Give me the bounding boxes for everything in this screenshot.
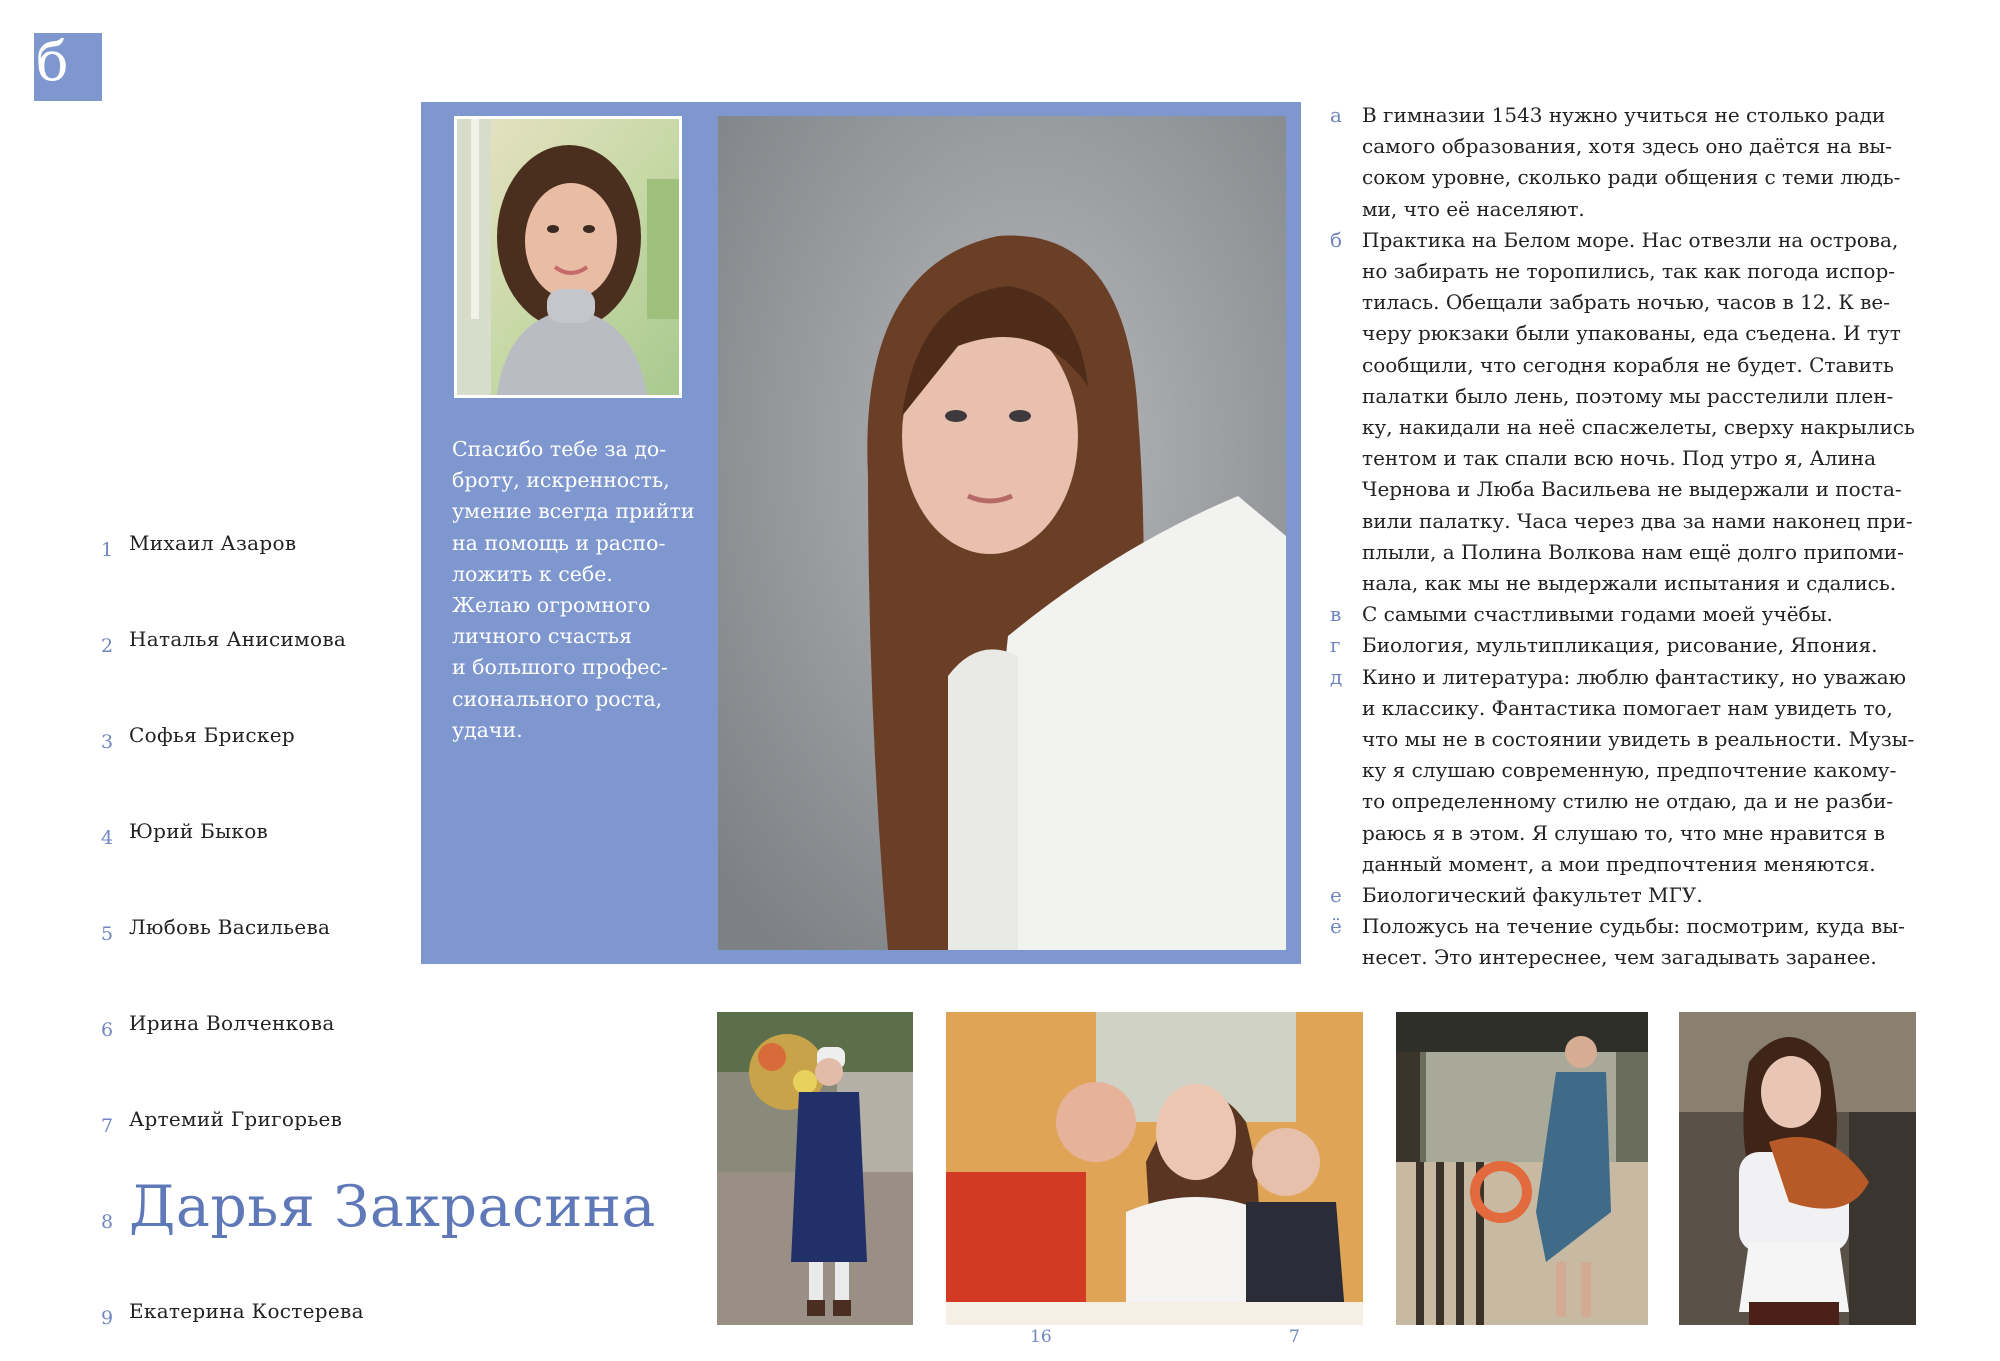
answer-line: Положусь на течение судьбы: посмотрим, куда вы-: [1362, 914, 1905, 939]
answer-item: [1330, 630, 1930, 661]
answer-line: Практика на Белом море. Нас отвезли на острова,: [1362, 227, 1899, 252]
photo-porch: [1396, 1012, 1648, 1325]
answer-letter: ё: [1330, 914, 1342, 939]
page-number-left: 16: [1030, 1327, 1052, 1347]
answer-line: В гимназии 1543 нужно учиться не столько ради: [1362, 103, 1886, 127]
answer-line: тилась. Обещали забрать ночью, часов в 12. К ве-: [1362, 290, 1891, 315]
answer-line: несет. Это интереснее, чем загадывать заранее.: [1362, 945, 1877, 970]
name-label: Ирина Волченкова: [129, 1011, 335, 1035]
answer-line: то определенному стилю не отдаю, да и не разби-: [1362, 789, 1894, 814]
answer-item: [1330, 662, 1930, 880]
answer-line: нала, как мы не выдержали испытания и сдались.: [1362, 571, 1897, 596]
name-number: 3: [101, 731, 114, 753]
answer-line: плыли, а Полина Волкова нам ещё долго припоми-: [1362, 539, 1904, 564]
page-number-right: 7: [1289, 1327, 1300, 1347]
name-label: Юрий Быков: [129, 819, 269, 843]
name-number: 7: [101, 1115, 114, 1137]
childhood-photo: [454, 116, 682, 398]
wish-line: броту, искренность,: [452, 468, 670, 493]
answer-line: черу рюкзаки были упакованы, еда съедена. И тут: [1362, 321, 1901, 346]
wish-line: Желаю огромного: [452, 593, 651, 618]
name-label: Артемий Григорьев: [129, 1107, 343, 1131]
answer-line: ку я слушаю современную, предпочтение какому-: [1362, 758, 1897, 783]
name-label: Наталья Анисимова: [129, 627, 347, 651]
answer-letter: а: [1330, 103, 1342, 127]
name-number: 9: [101, 1307, 114, 1329]
answer-line: Чернова и Люба Васильева не выдержали и поста-: [1362, 477, 1902, 502]
wish-line: на помощь и распо-: [452, 530, 666, 555]
name-label: Любовь Васильева: [129, 915, 331, 939]
answer-item: [1330, 599, 1930, 630]
answer-line: и классику. Фантастика помогает нам увидеть то,: [1362, 695, 1893, 720]
answer-line: вили палатку. Часа через два за нами наконец при-: [1362, 508, 1913, 533]
answer-item: [1330, 880, 1930, 911]
answer-line: Биология, мультипликация, рисование, Япония.: [1362, 633, 1878, 658]
name-number: 4: [101, 827, 114, 849]
answer-line: ми, что её населяют.: [1362, 196, 1585, 221]
answer-letter: б: [1330, 227, 1343, 252]
answer-item: [1330, 911, 1930, 973]
answer-line: соком уровне, сколько ради общения с теми людь-: [1362, 165, 1901, 190]
answer-line: Биологический факультет МГУ.: [1362, 883, 1703, 908]
answer-line: С самыми счастливыми годами моей учёбы.: [1362, 602, 1833, 627]
name-number: 8: [101, 1211, 114, 1233]
name-label-active: Дарья Закрасина: [129, 1174, 656, 1240]
answer-letter: в: [1330, 602, 1342, 627]
answers-list: [1330, 100, 1930, 974]
name-number: 5: [101, 923, 114, 945]
name-number: 1: [101, 539, 114, 561]
answer-letter: г: [1330, 633, 1341, 658]
photo-with-fox: [1679, 1012, 1916, 1325]
photo-classroom: [946, 1012, 1363, 1325]
wish-line: личного счастья: [452, 624, 633, 649]
name-label: Софья Брискер: [129, 723, 295, 747]
answer-line: раюсь я в этом. Я слушаю то, что мне нравится в: [1362, 820, 1885, 845]
photo-first-day-of-school: [717, 1012, 913, 1325]
answer-line: ку, накидали на неё спасжелеты, сверху накрылись: [1362, 415, 1915, 440]
answer-line: сообщили, что сегодня корабля не будет. Ставить: [1362, 352, 1894, 377]
answer-item: [1330, 225, 1930, 599]
wish-line: ложить к себе.: [452, 561, 613, 586]
answer-line: что мы не в состоянии увидеть в реальности. Музы-: [1362, 727, 1915, 752]
name-number: 2: [101, 635, 114, 657]
answer-line: тентом и так спали всю ночь. Под утро я, Алина: [1362, 446, 1877, 471]
answer-line: Кино и литература: люблю фантастику, но уважаю: [1362, 664, 1907, 689]
answer-item: [1330, 100, 1930, 225]
name-label: Екатерина Костерева: [129, 1299, 364, 1323]
portrait-photo: [718, 116, 1286, 950]
wish-line: Спасибо тебе за до-: [452, 437, 667, 461]
answer-letter: е: [1330, 883, 1342, 908]
answer-line: самого образования, хотя здесь оно даётся на вы-: [1362, 134, 1893, 159]
section-letter: б: [36, 33, 69, 93]
wish-text: [452, 434, 702, 746]
name-number: 6: [101, 1019, 114, 1041]
wish-line: сионального роста,: [452, 686, 663, 711]
wish-line: удачи.: [452, 717, 523, 742]
answer-line: но забирать не торопились, так как погода испор-: [1362, 259, 1896, 284]
wish-line: и большого профес-: [452, 655, 668, 680]
wish-line: умение всегда прийти: [452, 499, 695, 524]
answer-line: данный момент, а мои предпочтения меняются.: [1362, 851, 1876, 876]
answer-line: палатки было лень, поэтому мы расстелили плен-: [1362, 383, 1894, 408]
name-label: Михаил Азаров: [129, 531, 297, 555]
answer-letter: д: [1330, 664, 1343, 689]
